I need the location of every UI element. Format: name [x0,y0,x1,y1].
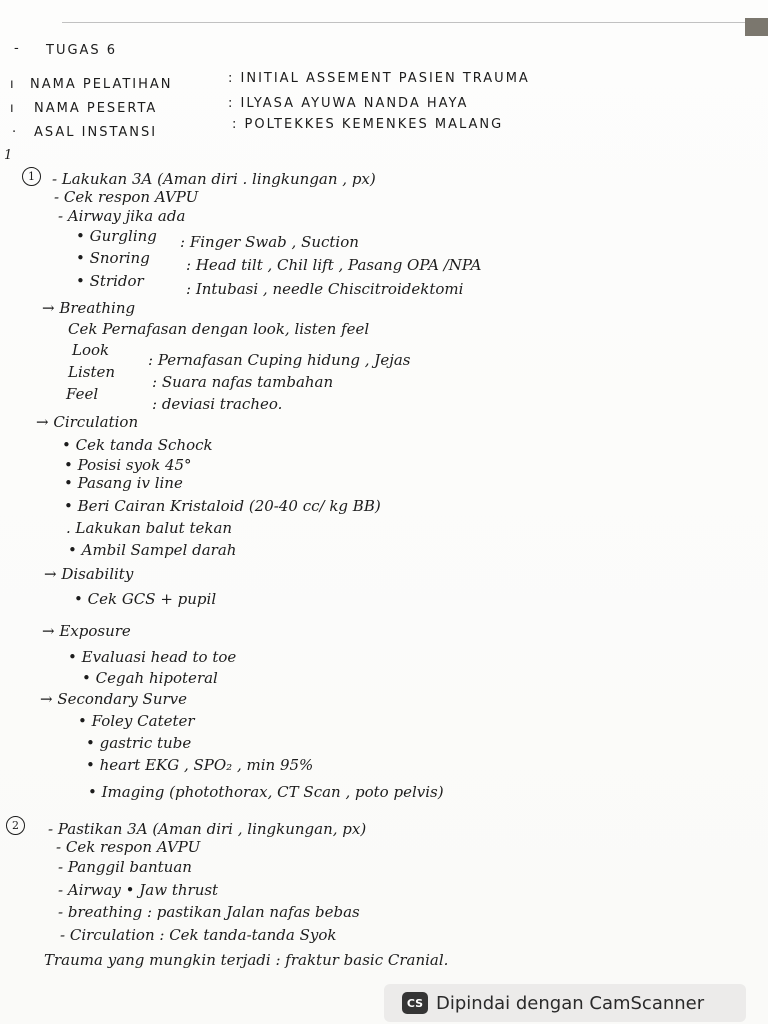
note-line: • Pasang iv line [64,474,183,492]
note-line: : deviasi tracheo. [152,395,283,413]
camscanner-badge [384,984,746,1022]
bullet-mark: ı [10,77,16,92]
note-line: : Intubasi , needle Chiscitroidektomi [186,280,464,298]
camscanner-logo-icon: CS [402,992,428,1014]
note-line: - Panggil bantuan [58,858,192,876]
header-label-participant: NAMA PESERTA [34,101,158,116]
note-line: • Gurgling [76,227,157,245]
page-top-line [62,22,762,23]
closing-note: Trauma yang mungkin terjadi : fraktur basic Cranial. [44,951,449,969]
note-line: • Evaluasi head to toe [68,648,237,666]
note-line: - Cek respon AVPU [56,838,201,856]
note-line: - Airway jika ada [58,207,186,225]
note-line: • Beri Cairan Kristaloid (20-40 cc/ kg BB) [64,497,381,515]
header-label-training: NAMA PELATIHAN [30,77,173,92]
note-line: • Imaging (photothorax, CT Scan , poto pelvis) [88,783,444,801]
note-line: • Ambil Sampel darah [68,541,237,559]
camscanner-text: Dipindai dengan CamScanner [436,992,705,1014]
note-line: - Airway • Jaw thrust [58,881,219,899]
note-line: Feel [66,385,99,403]
page-title: TUGAS 6 [46,43,118,58]
note-line: • Cegah hipoteral [82,669,218,687]
note-line: • Snoring [76,249,150,267]
header-label-institution: ASAL INSTANSI [34,125,158,140]
note-line: Listen [68,363,116,381]
note-line: : Finger Swab , Suction [180,233,359,251]
note-line: • Cek tanda Schock [62,436,213,454]
note-line: → Breathing [42,299,136,317]
note-line: . Lakukan balut tekan [66,519,233,537]
section-marker: 1 [4,148,13,163]
bullet-mark: ı [10,101,16,116]
note-line: : Head tilt , Chil lift , Pasang OPA /NPA [186,256,482,274]
note-line: - Circulation : Cek tanda-tanda Syok [60,926,337,944]
note-line: • gastric tube [86,734,192,752]
bullet-mark: · [12,125,19,140]
note-line: - Cek respon AVPU [54,188,199,206]
note-line: • Foley Cateter [78,712,195,730]
note-line: → Circulation [36,413,139,431]
margin-dash: - [14,40,19,56]
note-line: - Pastikan 3A (Aman diri , lingkungan, px) [48,820,367,838]
note-line: Look [72,341,110,359]
note-line: • heart EKG , SPO₂ , min 95% [86,756,314,774]
note-line: • Stridor [76,272,144,290]
header-value-institution: : POLTEKKES KEMENKES MALANG [232,117,504,132]
note-line: : Pernafasan Cuping hidung , Jejas [148,351,411,369]
note-line: : Suara nafas tambahan [152,373,334,391]
note-line: → Exposure [42,622,131,640]
note-line: • Cek GCS + pupil [74,590,217,608]
item-number-2: 2 [6,815,25,835]
note-line: Cek Pernafasan dengan look, listen feel [68,320,370,338]
note-line: - Lakukan 3A (Aman diri . lingkungan , px) [52,170,376,188]
note-line: → Secondary Surve [40,690,187,708]
page-corner-tab [745,18,768,36]
header-value-training: : INITIAL ASSEMENT PASIEN TRAUMA [228,71,530,86]
note-line: → Disability [44,565,134,583]
header-value-participant: : ILYASA AYUWA NANDA HAYA [228,96,469,111]
item-number-1: 1 [22,166,41,186]
note-line: • Posisi syok 45° [64,456,192,474]
note-line: - breathing : pastikan Jalan nafas bebas [58,903,360,921]
